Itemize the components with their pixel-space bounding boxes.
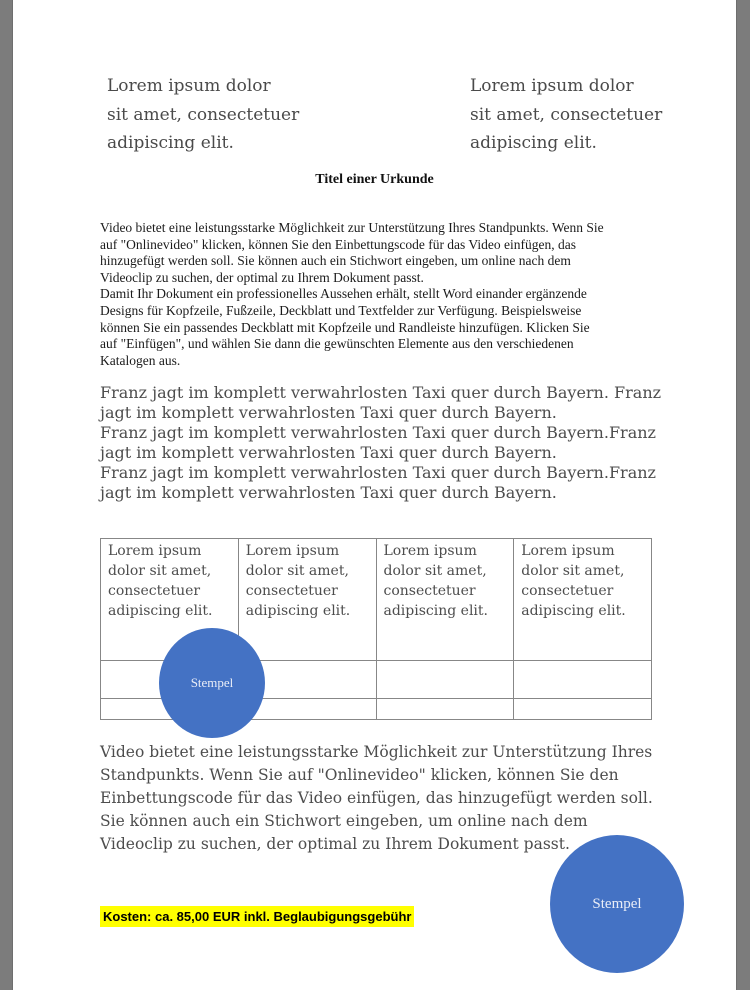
intro-section <box>100 220 604 369</box>
lorem-note-left: Lorem ipsum dolor sit amet, consectetuer adipiscing elit. <box>107 76 300 153</box>
table-cell: Lorem ipsum dolor sit amet, consectetuer adipiscing elit. <box>101 539 239 661</box>
table-cell-empty <box>376 661 514 699</box>
stamp-circle-table <box>159 628 265 738</box>
intro-paragraph-1: Video bietet eine leistungsstarke Möglichkeit zur Unterstützung Ihres Standpunkts. Wenn Sie auf "Onlinevideo" klicken, können Sie den Einbettungscode für das Video einfügen, das hinzugefügt werden soll. Sie können auch ein Stichwort eingeben, um online nach dem Videoclip zu suchen, der optimal zu Ihrem Dokument passt. <box>100 220 604 285</box>
cost-highlight-note: Kosten: ca. 85,00 EUR inkl. Beglaubigungsgebühr <box>100 906 414 927</box>
table-cell: Lorem ipsum dolor sit amet, consectetuer adipiscing elit. <box>514 539 652 661</box>
table-cell-empty <box>514 661 652 699</box>
right-margin-strip <box>736 0 750 990</box>
table-cell: Lorem ipsum dolor sit amet, consectetuer adipiscing elit. <box>376 539 514 661</box>
table-cell-empty <box>376 699 514 720</box>
table-cell-empty <box>514 699 652 720</box>
intro-paragraph-2: Damit Ihr Dokument ein professionelles Aussehen erhält, stellt Word einander ergänzende Designs für Kopfzeile, Fußzeile, Deckblatt und Textfelder zur Verfügung. Beispielsweise können Sie ein passendes Deckblatt mit Kopfzeile und Randleiste hinzufügen. Klicken Sie auf "Einfügen", und wählen Sie dann die gewünschten Elemente aus den verschiedenen Katalogen aus. <box>100 286 590 368</box>
document-title: Titel einer Urkunde <box>315 172 434 187</box>
stamp-circle-bottom <box>550 835 684 973</box>
table-cell: Lorem ipsum dolor sit amet, consectetuer adipiscing elit. <box>238 539 376 661</box>
body-paragraph: Video bietet eine leistungsstarke Möglichkeit zur Unterstützung Ihres Standpunkts. Wenn Sie auf "Onlinevideo" klicken, können Sie den Einbettungscode für das Video einfügen, das hinzugefügt werden soll. Sie können auch ein Stichwort eingeben, um online nach dem Videoclip zu suchen, der optimal zu Ihrem Dokument passt. <box>100 743 653 853</box>
lorem-note-right: Lorem ipsum dolor sit amet, consectetuer adipiscing elit. <box>470 76 663 153</box>
stamp-label: Stempel <box>592 895 642 912</box>
left-margin-strip <box>0 0 13 990</box>
pangram-paragraph: Franz jagt im komplett verwahrlosten Taxi quer durch Bayern. Franz jagt im komplett verwahrlosten Taxi quer durch Bayern. Franz jagt im komplett verwahrlosten Taxi quer durch Bayern.Franz jagt im komplett verwahrlosten Taxi quer durch Bayern. Franz jagt im komplett verwahrlosten Taxi quer durch Bayern.Franz jagt im komplett verwahrlosten Taxi quer durch Bayern. <box>100 383 662 502</box>
stamp-label: Stempel <box>190 675 234 690</box>
